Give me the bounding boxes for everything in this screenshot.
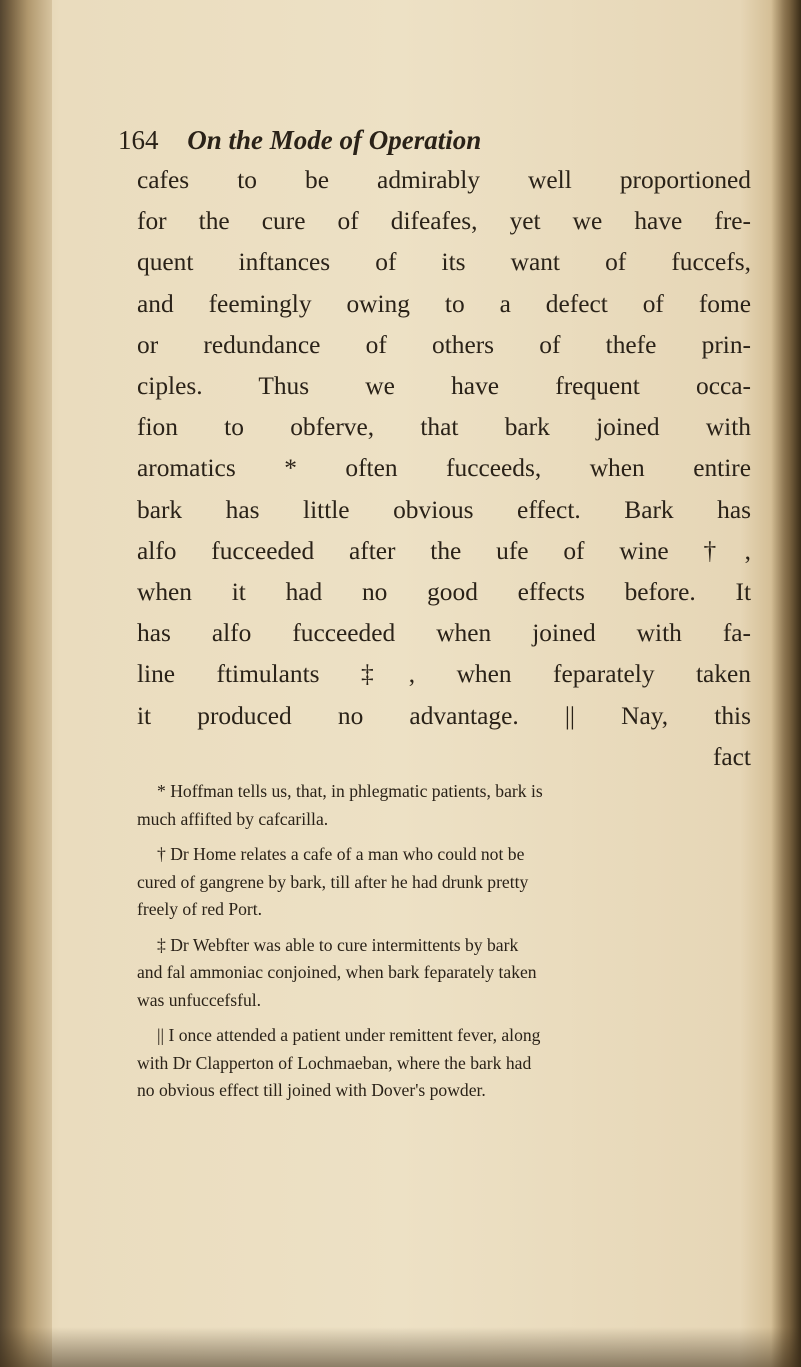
text-line: and feemingly owing to a defect of fome (137, 289, 751, 318)
footnote-line: * Hoffman tells us, that, in phlegmatic patients, bark is (157, 781, 543, 801)
text-line: when it had no good effects before. It (137, 578, 751, 607)
page-bottom-shadow (0, 1327, 801, 1367)
running-title: On the Mode of Operation (187, 125, 482, 155)
page-gutter-shadow (0, 0, 52, 1367)
catchword: fact (712, 742, 751, 771)
footnote-line: ‡ Dr Webfter was able to cure intermittents by bark (157, 934, 519, 955)
text-line: it produced no advantage. || Nay, this (137, 701, 751, 730)
footnote-line: freely of red Port. (137, 899, 263, 919)
running-header (118, 120, 678, 160)
footnote-webster (137, 932, 751, 1015)
text-line: for the cure of difeafes, yet we have fre- (137, 207, 751, 236)
main-text (137, 160, 751, 778)
text-line: fion to obferve, that bark joined with (137, 413, 751, 442)
footnote-line: much affifted by cafcarilla. (137, 808, 329, 829)
footnote-hoffman (137, 778, 751, 833)
text-line: or redundance of others of thefe prin- (137, 330, 751, 359)
footnotes (137, 778, 751, 1113)
footnote-line: † Dr Home relates a cafe of a man who could not be (157, 844, 525, 864)
page-number: 164 (118, 125, 159, 155)
text-line: ciples. Thus we have frequent occa- (137, 372, 751, 401)
text-line: aromatics * often fucceeds, when entire (137, 454, 751, 483)
text-line: alfo fucceeded after the ufe of wine †, (137, 536, 751, 565)
footnote-line: || I once attended a patient under remittent fever, along (157, 1025, 541, 1045)
footnote-home (137, 841, 751, 924)
footnote-line: no obvious effect till joined with Dover's powder. (137, 1080, 486, 1100)
footnote-line: cured of gangrene by bark, till after he had drunk pretty (137, 871, 529, 892)
footnote-line: and fal ammoniac conjoined, when bark feparately taken (137, 962, 537, 982)
text-line: quent inftances of its want of fuccefs, (137, 248, 751, 277)
footnote-line: with Dr Clapperton of Lochmaeban, where the bark had (137, 1052, 532, 1073)
page-edge-shadow (771, 0, 801, 1367)
footnote-line: was unfuccefsful. (137, 989, 262, 1010)
footnote-clapperton (137, 1022, 751, 1105)
text-line: has alfo fucceeded when joined with fa- (137, 619, 751, 648)
text-line: bark has little obvious effect. Bark has (137, 495, 751, 524)
text-line: line ftimulants ‡, when feparately taken (137, 660, 751, 689)
text-line: cafes to be admirably well proportioned (137, 166, 751, 194)
